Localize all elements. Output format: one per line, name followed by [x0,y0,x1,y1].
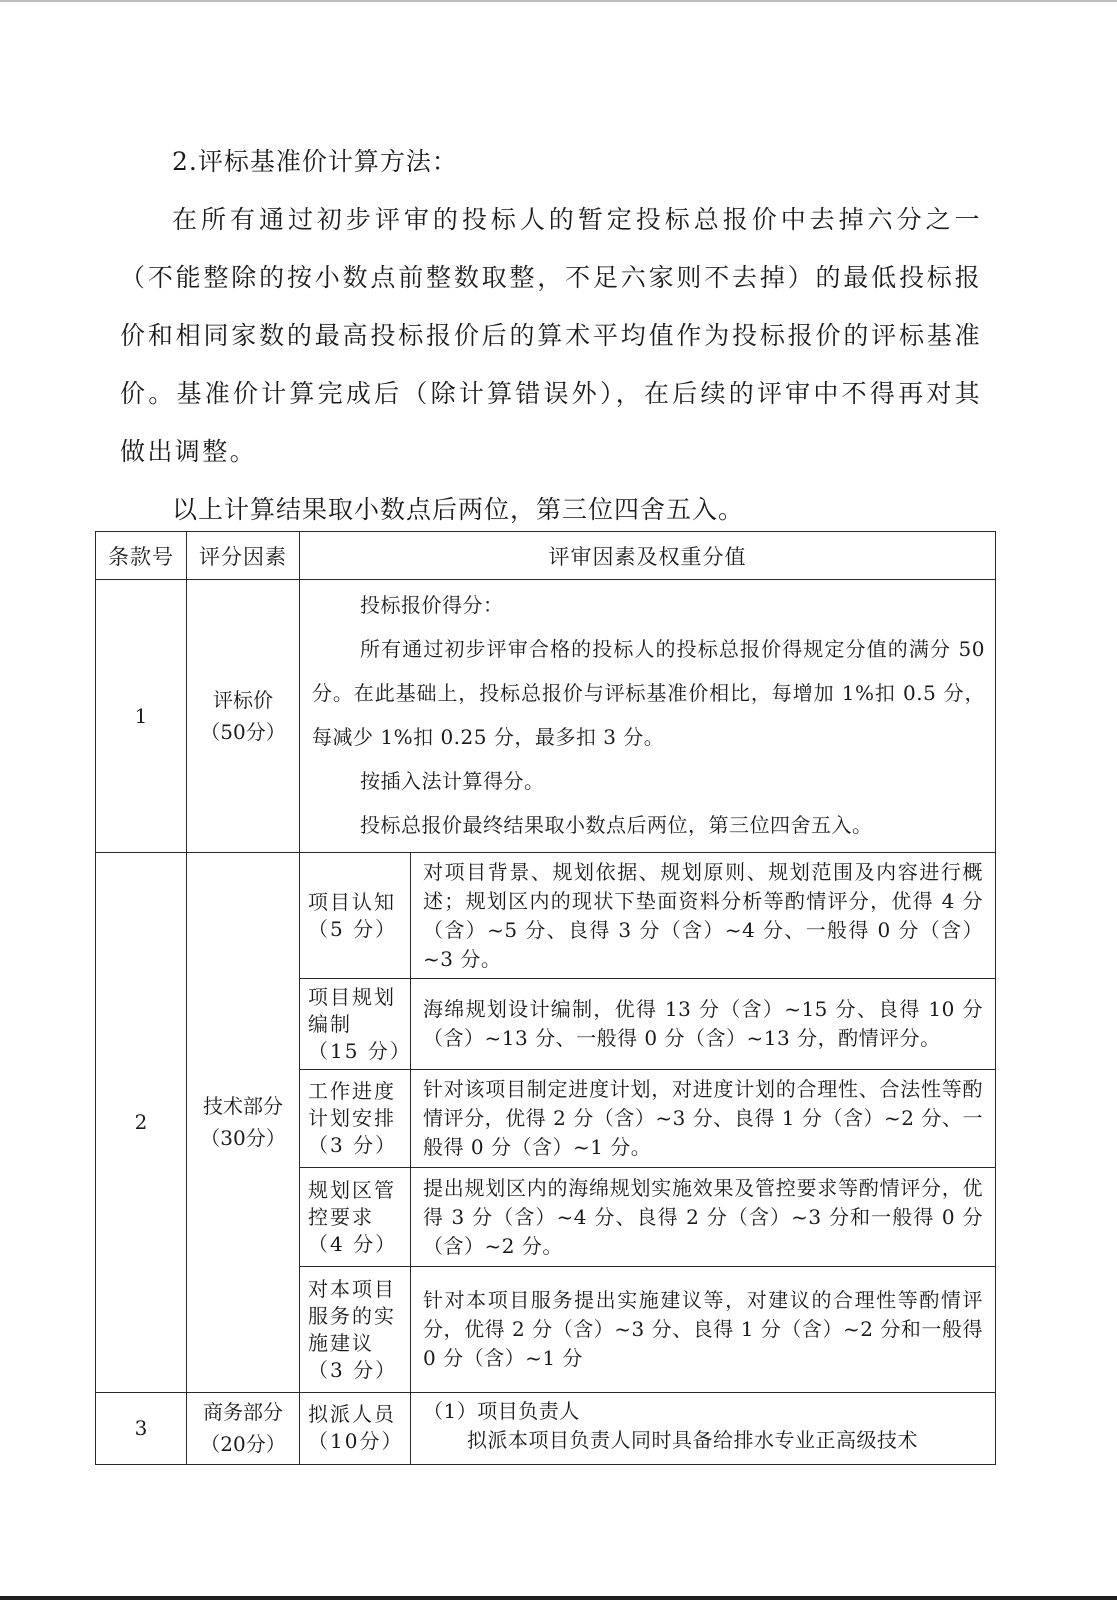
row1-line: 投标总报价最终结果取小数点后两位，第三位四舍五入。 [360,813,873,838]
sub-factor-score: （3 分） [308,1132,398,1157]
sub-factor-score: （5 分） [308,916,398,941]
sub-factor [300,979,411,1069]
row2-factor-score: （30分） [200,1126,286,1151]
row1-factor [187,580,300,853]
top-edge-rule [0,0,1117,2]
sub-factor-description: 对项目背景、规划依据、规划原则、规划范围及内容进行概述；规划区内的现状下垫面资料分析等酌情评分，优得 4 分（含）~5 分、良得 3 分（含）~4 分、一般得 0 分（含）~3 分。 [411,853,996,979]
row2-factor-name: 技术部分 [203,1094,283,1119]
header-scoring-factor: 评分因素 [187,532,300,580]
sub-factor-name: 规划区管控要求 [308,1177,396,1229]
header-review-factors: 评审因素及权重分值 [300,532,996,580]
row3-desc-body: 拟派本项目负责人同时具备给排水专业正高级技术 [467,1427,918,1452]
rounding-note: 以上计算结果取小数点后两位，第三位四舍五入。 [172,495,745,524]
sub-factor-name: 工作进度计划安排 [308,1078,396,1130]
row1-description [300,580,996,853]
sub-factor-name: 项目认知 [308,889,396,914]
sub-factor-score: （3 分） [308,1357,398,1382]
intro-section [120,133,982,539]
row2-factor [187,853,300,1393]
sub-factor-description: 针对本项目服务提出实施建议等，对建议的合理性等酌情评分，优得 2 分（含）~3 分、良得 1 分（含）~2 分和一般得 0 分（含）~1 分 [411,1267,996,1392]
intro-paragraph: 在所有通过初步评审的投标人的暂定投标总报价中去掉六分之一（不能整除的按小数点前整数取整，不足六家则不去掉）的最低投标报价和相同家数的最高投标报价后的算术平均值作为投标报价的评标基准价。基准价计算完成后（除计算错误外），在后续的评审中不得再对其做出调整。 [120,205,982,466]
sub-factor-name: 拟派人员 [308,1402,396,1427]
sub-factor-name: 项目规划编制 [308,984,396,1036]
sub-factor [300,1069,411,1167]
row2-number: 2 [96,853,187,1393]
sub-factor-description: 提出规划区内的海绵规划实施效果及管控要求等酌情评分，优得 3 分（含）~4 分、良得 2 分（含）~3 分和一般得 0 分（含）~2 分。 [411,1168,996,1267]
row1-factor-score: （50分） [200,720,286,745]
sub-factor-score: （10分） [308,1429,404,1454]
sub-factor-description: 海绵规划设计编制，优得 13 分（含）~15 分、良得 10 分（含）~13 分、一般得 0 分（含）~13 分，酌情评分。 [411,979,996,1069]
sub-factor-description: 针对该项目制定进度计划，对进度计划的合理性、合法性等酌情评分，优得 2 分（含）~3 分、良得 1 分（含）~2 分、一般得 0 分（含）~1 分。 [411,1069,996,1167]
row3-factor-score: （20分） [200,1432,286,1457]
sub-factor-score: （15 分） [308,1038,412,1063]
sub-factor [300,1392,411,1464]
table-header-row [96,532,996,580]
sub-factor-description [411,1392,996,1464]
sub-factor [300,1267,411,1392]
header-clause-number: 条款号 [96,532,187,580]
sub-factor-score: （4 分） [308,1231,398,1256]
row1-number: 1 [96,580,187,853]
table-row [96,580,996,853]
row1-line: 所有通过初步评审合格的投标人的投标总报价得规定分值的满分 50 分。在此基础上，投标总报价与评标基准价相比，每增加 1%扣 0.5 分，每减少 1%扣 0.25 分，最多扣 3 分。 [312,637,985,750]
scoring-table [95,531,996,1465]
row1-factor-name: 评标价 [213,688,273,713]
row1-line: 按插入法计算得分。 [360,769,545,794]
row3-number: 3 [96,1392,187,1464]
row3-factor-name: 商务部分 [203,1400,283,1425]
section-heading: 2.评标基准价计算方法： [172,147,458,176]
sub-factor-name: 对本项目服务的实施建议 [308,1276,396,1355]
table-row [96,853,996,979]
table-row [96,1392,996,1464]
bottom-edge-rule [0,1596,1117,1600]
row3-desc-title: （1）项目负责人 [423,1398,580,1423]
row3-factor [187,1392,300,1464]
sub-factor [300,853,411,979]
sub-factor [300,1168,411,1267]
row1-line: 投标报价得分： [360,593,504,618]
